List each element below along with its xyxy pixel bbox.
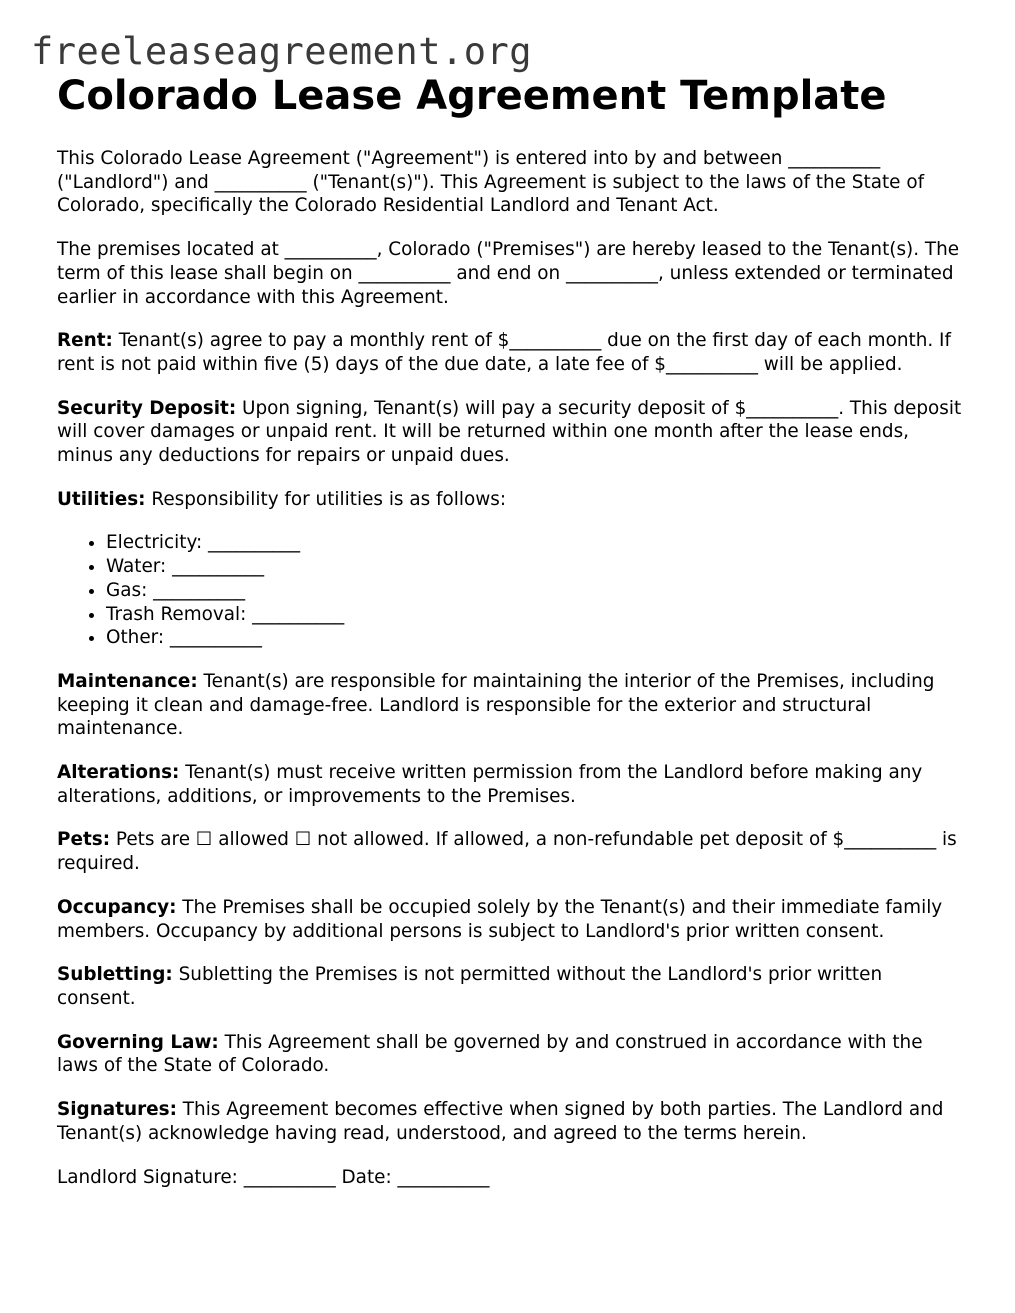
alterations-text: Tenant(s) must receive written permission from the Landlord before making any alterations, additions, or improvements to the Premises.: [57, 762, 923, 807]
intro-parties-paragraph: This Colorado Lease Agreement ("Agreement") is entered into by and between __________ ("Landlord") and __________ ("Tenant(s)"). This Agreement is subject to the laws of the State of Colorado, specifically the Colorado Residential Landlord and Tenant Act.: [57, 148, 925, 217]
subletting-section: [57, 963, 962, 1010]
pets-heading: Pets:: [57, 829, 111, 851]
pets-text: Pets are ☐ allowed ☐ not allowed. If allowed, a non-refundable pet deposit of $__________ is required.: [57, 829, 957, 875]
governing-law-heading: Governing Law:: [57, 1031, 219, 1053]
maintenance-text: Tenant(s) are responsible for maintaining the interior of the Premises, including keeping it clean and damage-free. Landlord is responsible for the exterior and structural maintenance.: [57, 670, 935, 740]
alterations-section: [57, 761, 962, 808]
governing-law-section: [57, 1031, 962, 1078]
signatures-section: [57, 1098, 962, 1145]
utility-item-electricity: • Electricity: __________: [106, 531, 962, 555]
subletting-text: Subletting the Premises is not permitted without the Landlord's prior written consent.: [57, 964, 883, 1009]
site-watermark: freeleaseagreement.org: [31, 30, 533, 73]
utility-item-gas: • Gas: __________: [106, 579, 962, 603]
occupancy-section: [57, 896, 962, 943]
utilities-list: [57, 531, 962, 650]
subletting-heading: Subletting:: [57, 964, 173, 986]
rent-text: Tenant(s) agree to pay a monthly rent of $__________ due on the first day of each month. If rent is not paid within five (5) days of the due date, a late fee of $__________ will be applied.: [57, 330, 951, 375]
security-deposit-section: [57, 397, 962, 468]
utilities-heading: Utilities:: [57, 488, 146, 510]
intro-premises-paragraph: The premises located at __________, Colorado ("Premises") are hereby leased to the Tenant(s). The term of this lease shall begin on __________ and end on __________, unless extended or terminated earlier in accordance with this Agreement.: [57, 239, 960, 308]
security-deposit-heading: Security Deposit:: [57, 397, 237, 419]
pets-section: [57, 828, 962, 875]
utility-item-water: • Water: __________: [106, 555, 962, 579]
utility-item-trash-removal: • Trash Removal: __________: [106, 603, 962, 627]
signatures-heading: Signatures:: [57, 1099, 177, 1121]
landlord-signature-line: Landlord Signature: __________ Date: __________: [57, 1166, 490, 1188]
occupancy-heading: Occupancy:: [57, 896, 177, 918]
lease-document: [57, 72, 962, 1189]
rent-section: [57, 329, 962, 376]
signatures-text: This Agreement becomes effective when signed by both parties. The Landlord and Tenant(s) acknowledge having read, understood, and agreed to the terms herein.: [57, 1099, 944, 1144]
alterations-heading: Alterations:: [57, 762, 180, 784]
utilities-section: [57, 488, 962, 512]
occupancy-text: The Premises shall be occupied solely by the Tenant(s) and their immediate family members. Occupancy by additional persons is subject to Landlord's prior written consent.: [57, 896, 943, 942]
maintenance-section: [57, 670, 962, 741]
maintenance-heading: Maintenance:: [57, 670, 198, 692]
page-title: Colorado Lease Agreement Template: [57, 73, 887, 119]
utility-item-other: • Other: __________: [106, 626, 962, 650]
utilities-text: Responsibility for utilities is as follows:: [145, 488, 507, 510]
security-deposit-text: Upon signing, Tenant(s) will pay a security deposit of $__________. This deposit will cover damages or unpaid rent. It will be returned within one month after the lease ends, minus any deductions for repairs or unpaid dues.: [57, 397, 962, 467]
governing-law-text: This Agreement shall be governed by and construed in accordance with the laws of the State of Colorado.: [57, 1031, 923, 1077]
rent-heading: Rent:: [57, 330, 113, 352]
